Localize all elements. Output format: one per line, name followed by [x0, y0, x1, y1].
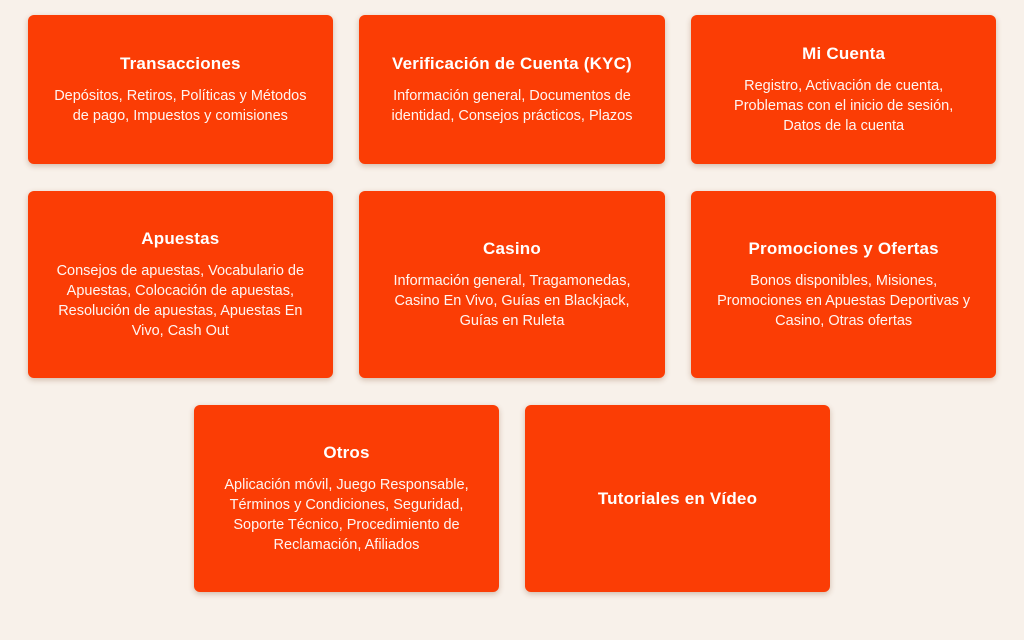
category-title: Tutoriales en Vídeo [597, 488, 758, 508]
category-card-apuestas[interactable] [28, 191, 334, 378]
category-card-verificacion-kyc[interactable] [359, 15, 665, 164]
category-card-tutoriales-video[interactable] [525, 405, 830, 592]
category-title: Apuestas [141, 228, 220, 248]
category-subtitle: Registro, Activación de cuenta, Problemas con el inicio de sesión, Datos de la cuenta [734, 77, 954, 134]
category-title: Mi Cuenta [802, 43, 886, 63]
category-card-casino[interactable] [359, 191, 665, 378]
category-title: Casino [483, 238, 541, 258]
category-title: Otros [323, 442, 370, 462]
category-title: Promociones y Ofertas [748, 238, 939, 258]
category-subtitle: Consejos de apuestas, Vocabulario de Apuestas, Colocación de apuestas, Resolución de apuestas, Apuestas En Vivo, Cash Out [56, 262, 305, 339]
category-subtitle: Bonos disponibles, Misiones, Promociones en Apuestas Deportivas y Casino, Otras ofertas [717, 272, 971, 329]
category-title: Verificación de Cuenta (KYC) [392, 53, 632, 73]
category-subtitle: Información general, Documentos de identidad, Consejos prácticos, Plazos [391, 87, 633, 124]
category-row-1 [28, 15, 997, 164]
category-title: Transacciones [119, 53, 241, 73]
category-card-promociones-ofertas[interactable] [691, 191, 997, 378]
category-card-mi-cuenta[interactable] [691, 15, 997, 164]
category-row-3 [28, 405, 997, 592]
category-card-otros[interactable] [194, 405, 499, 592]
category-subtitle: Información general, Tragamonedas, Casino En Vivo, Guías en Blackjack, Guías en Ruleta [393, 272, 631, 329]
help-category-grid [28, 0, 997, 592]
category-card-transacciones[interactable] [28, 15, 334, 164]
category-row-2 [28, 191, 997, 378]
category-subtitle: Aplicación móvil, Juego Responsable, Términos y Condiciones, Seguridad, Soporte Técnico, Procedimiento de Reclamación, Afiliados [224, 476, 469, 553]
category-subtitle: Depósitos, Retiros, Políticas y Métodos de pago, Impuestos y comisiones [54, 87, 307, 124]
